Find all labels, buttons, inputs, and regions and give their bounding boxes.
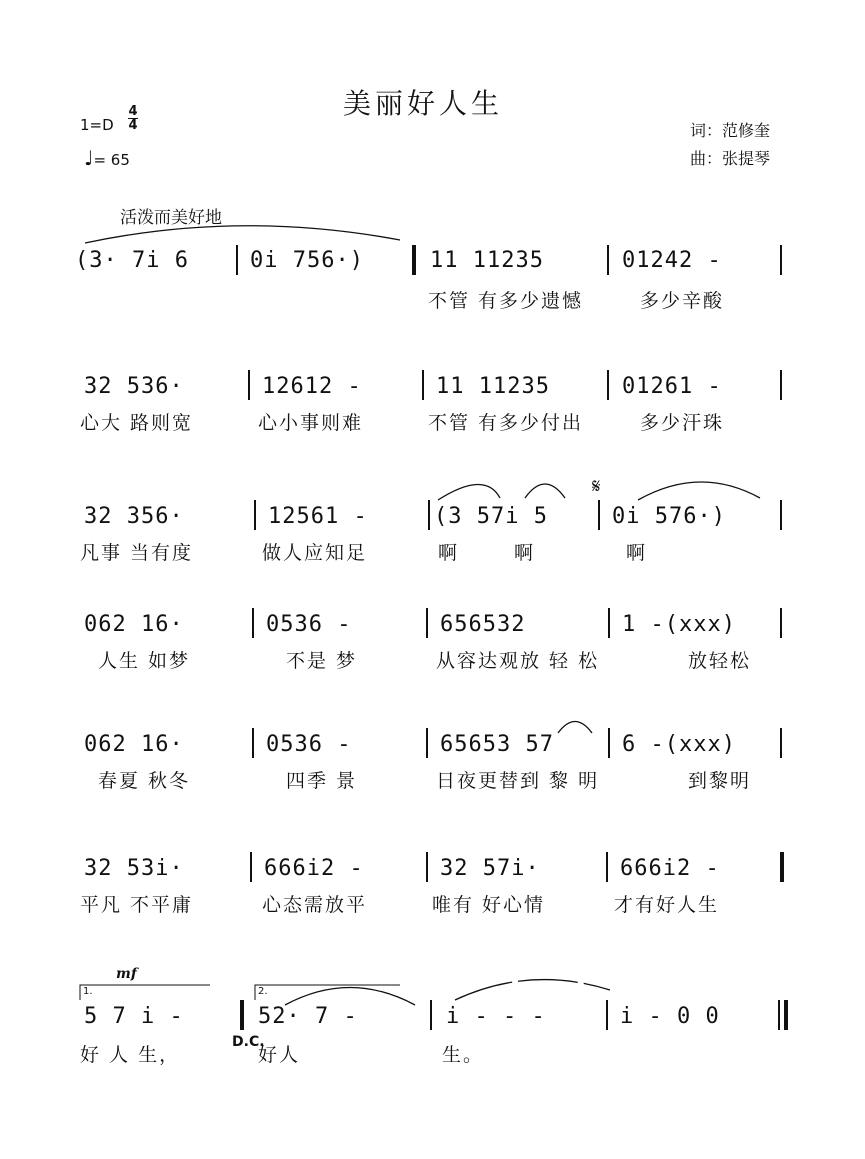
barline [422,370,424,400]
lyricist-credit: 词：范修奎 [690,121,771,140]
dynamic-marking: mf [116,966,137,982]
barline [252,608,254,638]
row3-bar3-notes: (3 57i 5 [434,504,548,529]
row6-lyric-b: 心态需放平 [262,894,368,916]
row3-lyric-b: 做人应知足 [262,542,368,564]
row5-bar4-notes: 6 -(xxx) [622,732,736,757]
key-signature: 1=D [80,116,114,134]
time-sig-bottom: 4 [128,118,138,133]
row4-lyric-c: 从容达观放 轻 松 [436,650,600,672]
barline [250,852,252,882]
barline [607,245,609,275]
row6-lyric-a: 平凡 不平庸 [80,894,194,916]
row3-lyric-d: 啊 [514,542,536,564]
row3-bar4-notes: 0i 576·) [612,504,726,529]
barline [248,370,250,400]
row1-bar3-notes: 11 11235 [430,248,544,273]
row7-lyric-b: 好人 [258,1044,301,1066]
barline [780,728,782,758]
row7-bar4-notes: i - 0 0 [620,1004,720,1029]
row7-bar1-notes: 5 7 i - [84,1004,184,1029]
second-ending-label: 2. [258,986,268,997]
row2-lyric-a: 心大 路则宽 [80,412,194,434]
row1-bar2-notes: 0i 756·) [250,248,364,273]
row2-lyric-b: 心小事则难 [258,412,364,434]
row5-bar3-notes: 65653 57 [440,732,554,757]
row3-lyric-a: 凡事 当有度 [80,542,194,564]
row4-bar4-notes: 1 -(xxx) [622,612,736,637]
barline [598,500,600,530]
row5-bar2-notes: 0536 - [266,732,352,757]
row5-lyric-d: 到黎明 [688,770,752,792]
row7-bar3-notes: i - - - [446,1004,546,1029]
barline [607,370,609,400]
song-title: 美丽好人生 [343,87,504,120]
first-ending-label: 1. [83,986,93,997]
barline [780,608,782,638]
row2-bar4-notes: 01261 - [622,374,722,399]
barline [606,1000,608,1030]
barline [236,245,238,275]
row4-bar1-notes: 062 16· [84,612,184,637]
row4-bar2-notes: 0536 - [266,612,352,637]
row2-lyric-c: 不管 有多少付出 [428,412,584,434]
row2-bar2-notes: 12612 - [262,374,362,399]
row1-bar4-notes: 01242 - [622,248,722,273]
expression-marking: 活泼而美好地 [120,208,222,228]
final-barline-thick [784,1000,788,1030]
row5-lyric-a: 春夏 秋冬 [98,770,191,792]
row4-lyric-d: 放轻松 [688,650,752,672]
barline [426,728,428,758]
barline [430,1000,432,1030]
barline [426,852,428,882]
barline [254,500,256,530]
row7-bar2-notes: 52· 7 - [258,1004,358,1029]
segno-icon: 𝄋 [592,474,601,498]
final-barline-thin [778,1000,780,1030]
barline [780,500,782,530]
dc-marking: D.C. [232,1034,265,1050]
row3-lyric-e: 啊 [626,542,648,564]
barline [426,608,428,638]
row7-lyric-c: 生。 [442,1044,485,1066]
row2-bar3-notes: 11 11235 [436,374,550,399]
row6-bar4-notes: 666i2 - [620,856,720,881]
row6-bar3-notes: 32 57i· [440,856,540,881]
row6-bar1-notes: 32 53i· [84,856,184,881]
row4-lyric-b: 不是 梦 [286,650,358,672]
tempo-value: = 65 [93,151,130,169]
barline [780,370,782,400]
row3-lyric-c: 啊 [438,542,460,564]
barline [608,728,610,758]
row3-bar2-notes: 12561 - [268,504,368,529]
repeat-start-barline [412,245,416,275]
time-sig-top: 4 [128,104,138,119]
row1-bar1-notes: (3· 7i 6 [75,248,189,273]
barline [252,728,254,758]
row6-lyric-c: 唯有 好心情 [432,894,546,916]
quarter-note-icon: ♩ [84,146,94,170]
row6-lyric-d: 才有好人生 [614,894,720,916]
composer-credit: 曲：张提琴 [690,149,771,168]
repeat-end-barline [780,852,784,882]
row3-bar1-notes: 32 356· [84,504,184,529]
row7-lyric-a: 好 人 生， [80,1044,181,1066]
barline [780,245,782,275]
row6-bar2-notes: 666i2 - [264,856,364,881]
row5-bar1-notes: 062 16· [84,732,184,757]
repeat-end-barline [240,1000,244,1030]
row2-lyric-d: 多少汗珠 [640,412,725,434]
barline [428,500,430,530]
row5-lyric-c: 日夜更替到 黎 明 [436,770,600,792]
barline [606,852,608,882]
row1-lyric-a: 不管 有多少遗憾 [428,290,584,312]
row4-lyric-a: 人生 如梦 [98,650,191,672]
row4-bar3-notes: 656532 [440,612,526,637]
row2-bar1-notes: 32 536· [84,374,184,399]
row1-lyric-b: 多少辛酸 [640,290,725,312]
barline [608,608,610,638]
row5-lyric-b: 四季 景 [286,770,358,792]
